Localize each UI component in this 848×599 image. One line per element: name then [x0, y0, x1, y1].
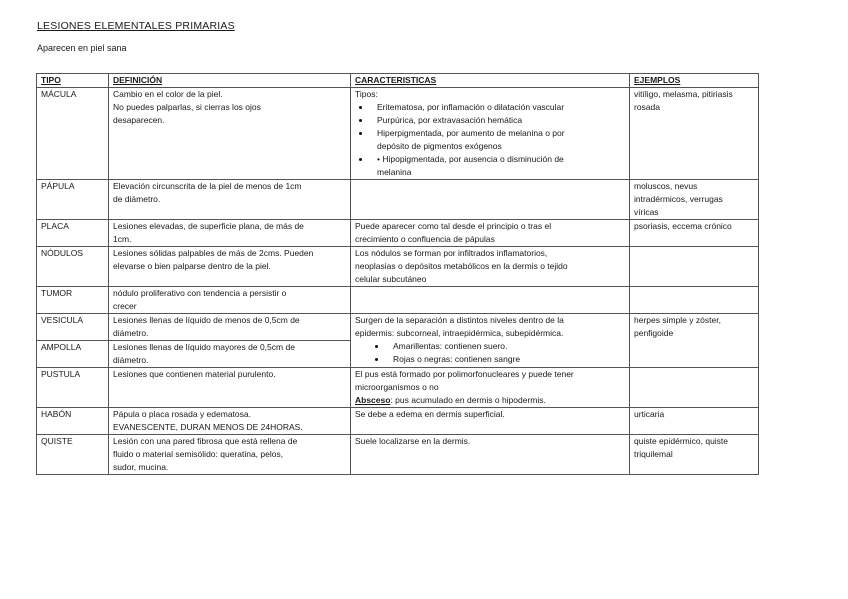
definicion-line: Elevación circunscrita de la piel de menos de 1cm — [113, 181, 302, 191]
caracteristicas-cell — [351, 247, 630, 287]
ejemplos-line: intradérmicos, verrugas — [634, 194, 723, 204]
definicion-line: crecer — [113, 301, 137, 311]
header-ejemplos: EJEMPLOS — [630, 74, 759, 88]
ejemplos-line: vitíligo, melasma, pitiriasis — [634, 89, 733, 99]
list-item-text: Hiperpigmentada, por aumento de melanina o por — [377, 128, 565, 138]
table-header-row — [37, 74, 759, 88]
definicion-cell — [109, 368, 351, 408]
definicion-line: diámetro. — [113, 328, 149, 338]
tipo-cell: MÁCULA — [37, 88, 109, 180]
definicion-cell — [109, 435, 351, 475]
caracteristicas-line: epidermis: subcorneal, intraepidérmica, subepidérmica. — [355, 328, 564, 338]
tipo-cell: AMPOLLA — [37, 341, 109, 368]
absceso-line — [355, 394, 625, 407]
ejemplos-line: psoriasis, eccema crónico — [634, 221, 732, 231]
ejemplos-line: penfigoide — [634, 328, 674, 338]
definicion-line: Lesiones que contienen material purulento. — [113, 369, 276, 379]
ejemplos-line: triquilemal — [634, 449, 673, 459]
ejemplos-line: quiste epidérmico, quiste — [634, 436, 729, 446]
caracteristicas-line: Surgen de la separación a distintos niveles dentro de la — [355, 315, 564, 325]
table-row — [37, 408, 759, 435]
definicion-line: Lesiones sólidas palpables de más de 2cms. Pueden — [113, 248, 314, 258]
list-item: Amarillentas: contienen suero. — [355, 340, 625, 353]
definicion-line: EVANESCENTE, DURAN MENOS DE 24HORAS. — [113, 422, 303, 432]
definicion-cell — [109, 88, 351, 180]
list-item-text: melanina — [377, 167, 412, 177]
definicion-line: fluido o material semisólido: queratina, pelos, — [113, 449, 284, 459]
definicion-line: desaparecen. — [113, 115, 165, 125]
caracteristicas-line: crecimiento o confluencia de pápulas — [355, 234, 495, 244]
definicion-line: Lesiones llenas de líquido de menos de 0,5cm de — [113, 315, 300, 325]
list-item-text: depósito de pigmentos exógenos — [377, 141, 502, 151]
definicion-line: de diámetro. — [113, 194, 161, 204]
list-item: Rojas o negras: contienen sangre — [355, 353, 625, 366]
list-item — [355, 127, 625, 153]
definicion-cell — [109, 341, 351, 368]
definicion-line: Lesión con una pared fibrosa que está rellena de — [113, 436, 298, 446]
ejemplos-cell — [630, 435, 759, 475]
table-row — [37, 368, 759, 408]
caracteristicas-line: Suele localizarse en la dermis. — [355, 436, 471, 446]
table-row — [37, 287, 759, 314]
ejemplos-line: víricas — [634, 207, 659, 217]
ejemplos-cell — [630, 287, 759, 314]
ejemplos-line: herpes simple y zóster, — [634, 315, 721, 325]
definicion-line: No puedes palparlas, si cierras los ojos — [113, 102, 261, 112]
lesions-table — [36, 73, 759, 475]
definicion-line: elevarse o bien palparse dentro de la piel. — [113, 261, 271, 271]
tipo-cell: TUMOR — [37, 287, 109, 314]
caracteristicas-cell — [351, 314, 630, 368]
tipo-cell: PUSTULA — [37, 368, 109, 408]
list-item: Eritematosa, por inflamación o dilatación vascular — [355, 101, 625, 114]
definicion-cell — [109, 180, 351, 220]
table-row — [37, 180, 759, 220]
caracteristicas-line: Tipos: — [355, 89, 378, 99]
table-row — [37, 88, 759, 180]
tipo-cell: PLACA — [37, 220, 109, 247]
definicion-cell — [109, 408, 351, 435]
ejemplos-cell — [630, 88, 759, 180]
ejemplos-cell — [630, 368, 759, 408]
definicion-cell — [109, 314, 351, 341]
header-tipo: TIPO — [37, 74, 109, 88]
definicion-line: 1cm. — [113, 234, 132, 244]
table-row — [37, 435, 759, 475]
definicion-cell — [109, 220, 351, 247]
definicion-line: Lesiones llenas de líquido mayores de 0,5cm de — [113, 342, 295, 352]
caracteristicas-cell — [351, 287, 630, 314]
caracteristicas-line: Los nódulos se forman por infiltrados inflamatorios, — [355, 248, 548, 258]
caracteristicas-line: El pus está formado por polimorfonucleares y puede tener — [355, 369, 574, 379]
table-row — [37, 220, 759, 247]
definicion-line: diámetro. — [113, 355, 149, 365]
absceso-text: : pus acumulado en dermis o hipodermis. — [390, 395, 546, 405]
list-item-text: • Hipopigmentada, por ausencia o disminución de — [377, 154, 564, 164]
header-caracteristicas: CARACTERISTICAS — [351, 74, 630, 88]
caracteristicas-cell — [351, 368, 630, 408]
list-item — [355, 153, 625, 179]
table-row — [37, 247, 759, 287]
caracteristicas-cell — [351, 408, 630, 435]
ejemplos-cell — [630, 247, 759, 287]
ejemplos-cell — [630, 180, 759, 220]
tipo-cell: NÓDULOS — [37, 247, 109, 287]
list-item: Purpúrica, por extravasación hemática — [355, 114, 625, 127]
page-subtitle: Aparecen en piel sana — [37, 43, 127, 53]
header-definicion: DEFINICIÓN — [109, 74, 351, 88]
ejemplos-line: urticaria — [634, 409, 665, 419]
ejemplos-cell — [630, 314, 759, 368]
caracteristicas-line: Se debe a edema en dermis superficial. — [355, 409, 505, 419]
caracteristicas-line: celular subcutáneo — [355, 274, 427, 284]
ejemplos-line: rosada — [634, 102, 660, 112]
page-title: LESIONES ELEMENTALES PRIMARIAS — [37, 20, 235, 32]
caracteristicas-line: microorganismos o no — [355, 382, 439, 392]
definicion-line: Pápula o placa rosada y edematosa. — [113, 409, 251, 419]
ejemplos-line: moluscos, nevus — [634, 181, 698, 191]
ejemplos-cell — [630, 408, 759, 435]
caracteristicas-cell — [351, 435, 630, 475]
tipo-cell: VESICULA — [37, 314, 109, 341]
table-row — [37, 314, 759, 341]
definicion-cell — [109, 287, 351, 314]
caracteristicas-line: Puede aparecer como tal desde el principio o tras el — [355, 221, 552, 231]
tipo-cell: PÁPULA — [37, 180, 109, 220]
caracteristicas-list — [355, 101, 625, 179]
caracteristicas-cell — [351, 220, 630, 247]
definicion-line: Lesiones elevadas, de superficie plana, de más de — [113, 221, 304, 231]
ejemplos-cell — [630, 220, 759, 247]
caracteristicas-cell — [351, 88, 630, 180]
definicion-line: nódulo proliferativo con tendencia a persistir o — [113, 288, 287, 298]
definicion-line: Cambio en el color de la piel. — [113, 89, 223, 99]
definicion-cell — [109, 247, 351, 287]
caracteristicas-cell — [351, 180, 630, 220]
absceso-label: Absceso — [355, 395, 391, 405]
tipo-cell: QUISTE — [37, 435, 109, 475]
definicion-line: sudor, mucina. — [113, 462, 169, 472]
caracteristicas-list — [355, 340, 625, 366]
tipo-cell: HABÓN — [37, 408, 109, 435]
caracteristicas-line: neoplasias o depósitos metabólicos en la dermis o tejido — [355, 261, 568, 271]
